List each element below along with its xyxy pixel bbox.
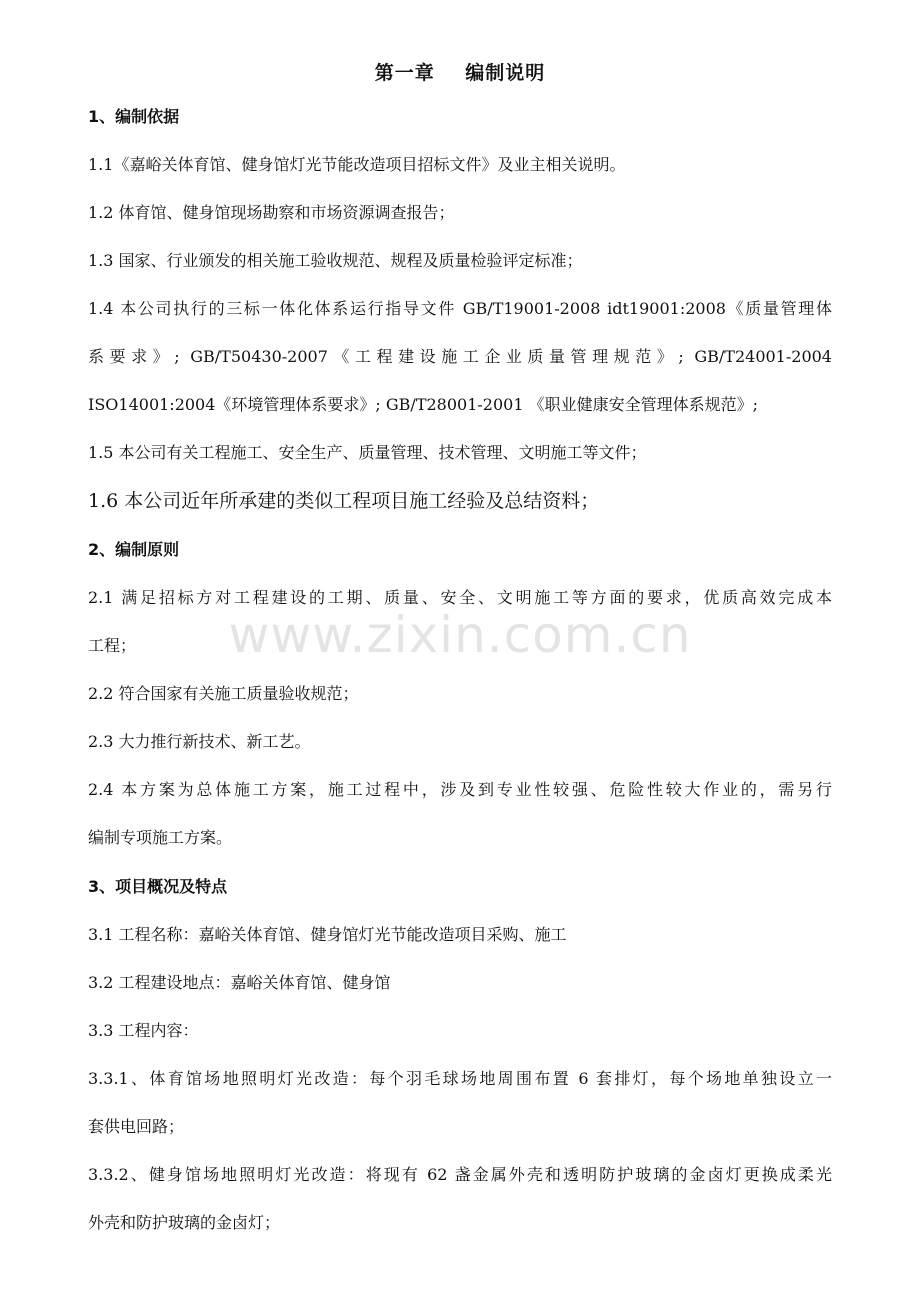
- paragraph-line: 2.1 满足招标方对工程建设的工期、质量、安全、文明施工等方面的要求，优质高效完成本: [88, 588, 832, 607]
- paragraph-line: 3.3.1、体育馆场地照明灯光改造：每个羽毛球场地周围布置 6 套排灯，每个场地单独设立一: [88, 1069, 832, 1088]
- paragraph-line: 1.6 本公司近年所承建的类似工程项目施工经验及总结资料；: [88, 490, 600, 512]
- page-title: 第一章 编制说明: [374, 62, 546, 84]
- paragraph-line: ISO14001:2004《环境管理体系要求》; GB/T28001-2001 《职业健康安全管理体系规范》;: [88, 395, 758, 414]
- paragraph-line: 1.5 本公司有关工程施工、安全生产、质量管理、技术管理、文明施工等文件；: [88, 443, 647, 462]
- watermark: www.zixin.com.cn: [228, 606, 692, 664]
- paragraph-line: 2.2 符合国家有关施工质量验收规范；: [88, 684, 359, 703]
- paragraph-line: 3.3 工程内容：: [88, 1021, 199, 1040]
- paragraph-line: 1.3 国家、行业颁发的相关施工验收规范、规程及质量检验评定标准；: [88, 251, 583, 270]
- paragraph-line: 1.4 本公司执行的三标一体化体系运行指导文件 GB/T19001-2008 idt19001:2008《质量管理体: [88, 299, 832, 318]
- paragraph-line: 工程；: [88, 636, 137, 655]
- paragraph-line: 1.2 体育馆、健身馆现场勘察和市场资源调查报告；: [88, 203, 455, 222]
- paragraph-line: 编制专项施工方案。: [88, 828, 233, 847]
- section-heading-1: 1、编制依据: [88, 107, 180, 126]
- paragraph-line: 外壳和防护玻璃的金卤灯；: [88, 1213, 281, 1232]
- paragraph-line: 3.1 工程名称：嘉峪关体育馆、健身馆灯光节能改造项目采购、施工: [88, 925, 567, 944]
- paragraph-line: 2.3 大力推行新技术、新工艺。: [88, 732, 311, 751]
- paragraph-line: 套供电回路；: [88, 1117, 185, 1136]
- section-heading-3: 3、项目概况及特点: [88, 877, 228, 896]
- paragraph-line: 3.2 工程建设地点：嘉峪关体育馆、健身馆: [88, 973, 391, 992]
- paragraph-line: 2.4 本方案为总体施工方案，施工过程中，涉及到专业性较强、危险性较大作业的，需另行: [88, 780, 832, 799]
- section-heading-2: 2、编制原则: [88, 540, 180, 559]
- paragraph-line: 3.3.2、健身馆场地照明灯光改造：将现有 62 盏金属外壳和透明防护玻璃的金卤灯更换成柔光: [88, 1165, 832, 1184]
- paragraph-line: 1.1《嘉峪关体育馆、健身馆灯光节能改造项目招标文件》及业主相关说明。: [88, 155, 626, 174]
- paragraph-line: 系要求》; GB/T50430-2007《工程建设施工企业质量管理规范》; GB/T24001-2004: [88, 347, 832, 366]
